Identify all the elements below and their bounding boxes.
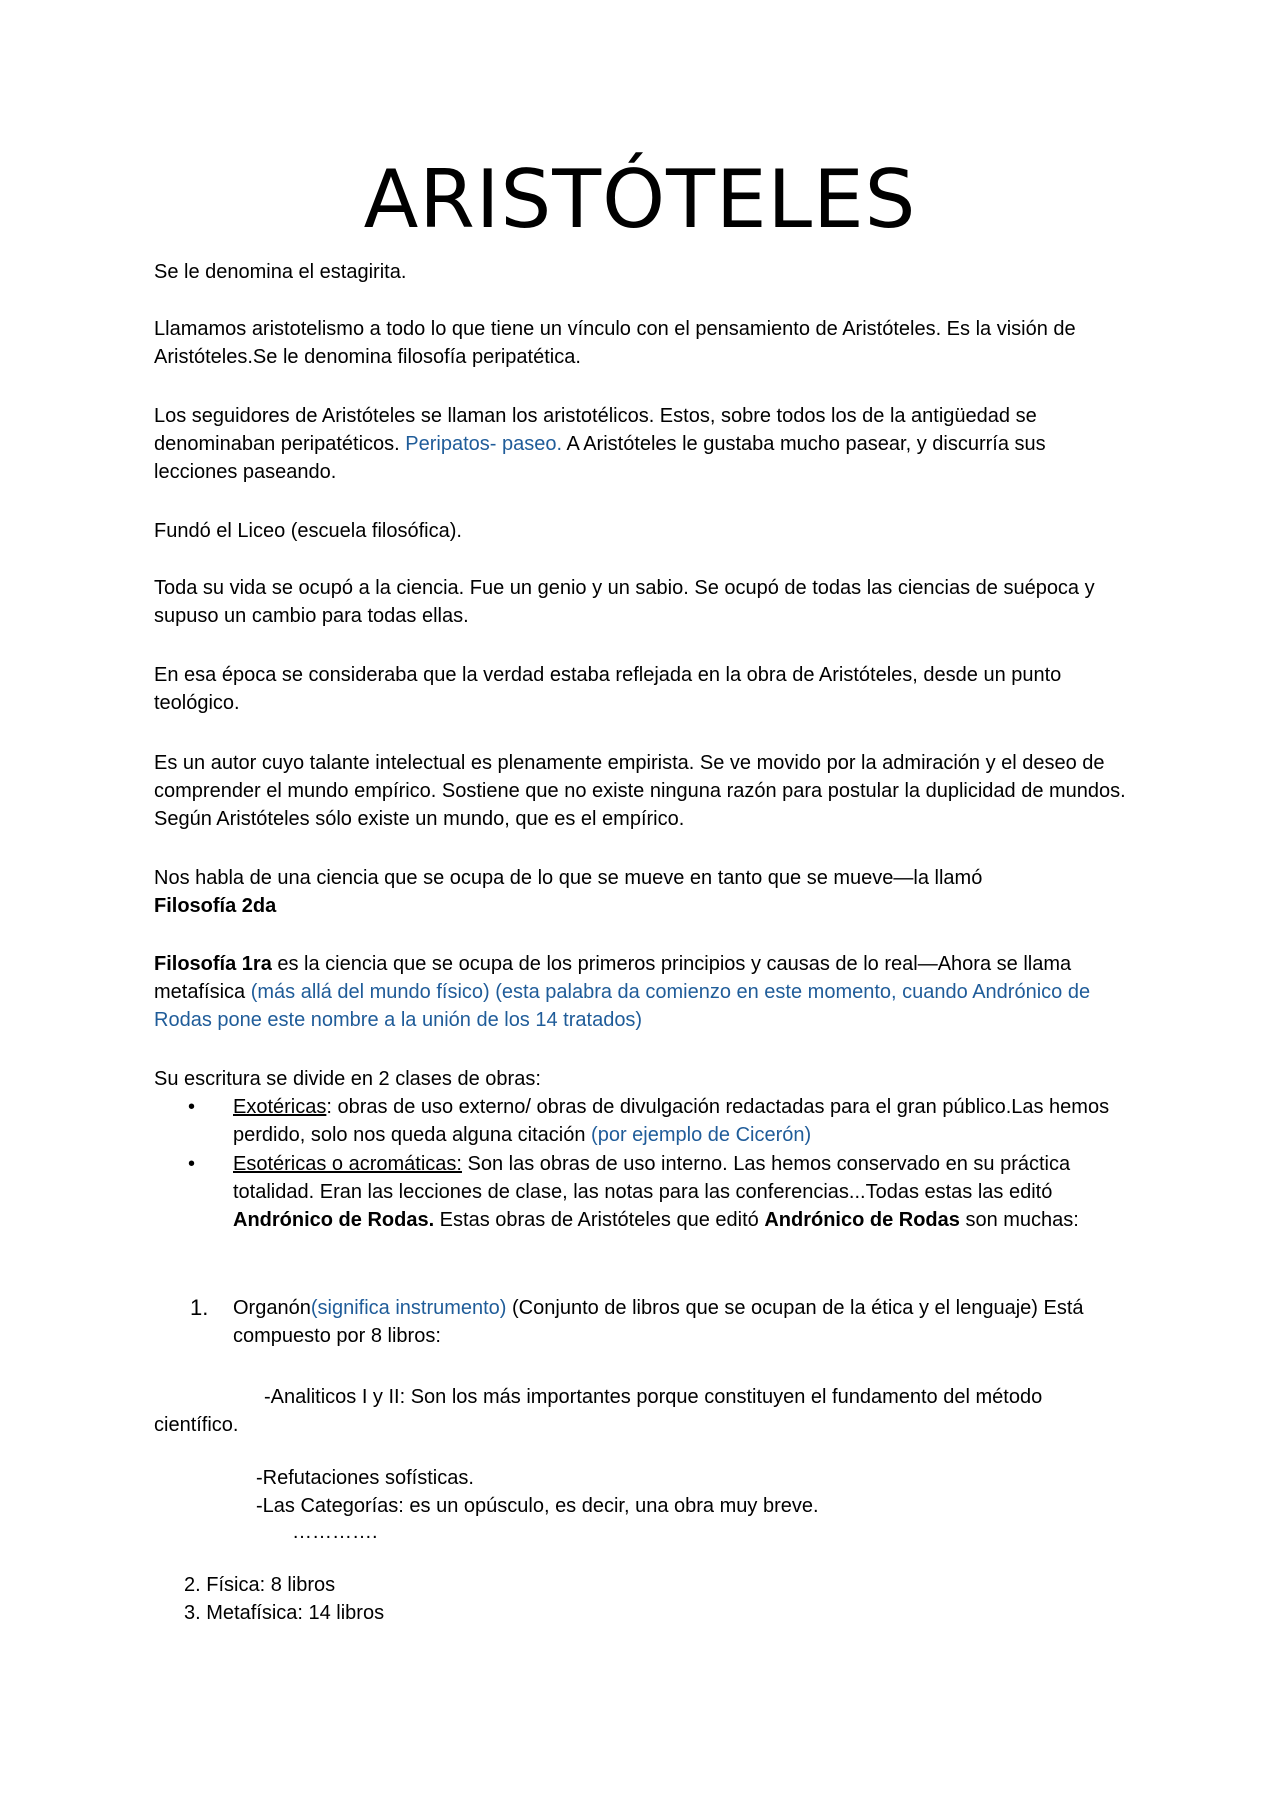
sub-item-categorias: -Las Categorías: es un opúsculo, es decir, una obra muy breve. (256, 1495, 819, 1517)
text-segment: Nos habla de una ciencia que se ocupa de lo que se mueve en tanto que se mueve—la llamó (154, 867, 983, 889)
list-item-esotericas (233, 1150, 1133, 1234)
list-item-metafisica: 3. Metafísica: 14 libros (184, 1602, 385, 1624)
paragraph-estagirita: Se le denomina el estagirita. (154, 261, 407, 283)
term-andronico: Andrónico de Rodas (764, 1209, 960, 1231)
paragraph-liceo: Fundó el Liceo (escuela filosófica). (154, 520, 462, 542)
note-instrumento: (significa instrumento) (310, 1297, 507, 1319)
text-segment: Organón (233, 1297, 311, 1319)
list-item-exotericas (233, 1093, 1133, 1149)
text-segment: : obras de uso externo/ obras de divulgación redactadas para el gran público.Las hemos perdido, solo nos queda alguna citación (233, 1096, 1110, 1146)
note-metafisica: (más allá del mundo físico) (esta palabra da comienzo en este momento, cuando Andrónico de Rodas pone este nombre a la unión de los 14 tratados) (154, 981, 1091, 1031)
paragraph-escritura: Su escritura se divide en 2 clases de obras: (154, 1068, 541, 1090)
text-segment: (Conjunto de libros que se ocupan de la ética y el lenguaje) Está compuesto por 8 libros: (233, 1297, 1084, 1347)
sub-item-analiticos-cont: científico. (154, 1414, 239, 1436)
list-number: 1. (190, 1295, 209, 1320)
paragraph-ciencia: Toda su vida se ocupó a la ciencia. Fue un genio y un sabio. Se ocupó de todas las ciencias de suépoca y supuso un cambio para todas ellas. (154, 577, 1095, 627)
note-peripatos: Peripatos- paseo. (405, 433, 563, 455)
bullet-icon: • (188, 1096, 196, 1118)
note-ciceron: (por ejemplo de Cicerón) (591, 1124, 812, 1146)
list-item-organon (233, 1294, 1133, 1350)
text-segment: Los seguidores de Aristóteles se llaman los aristotélicos. Estos, sobre todos los de la antigüedad se denominaban peripatéticos. (154, 405, 1037, 455)
list-item-fisica: 2. Física: 8 libros (184, 1574, 336, 1596)
paragraph-filosofia-1ra (154, 950, 1129, 1034)
paragraph-verdad: En esa época se consideraba que la verdad estaba reflejada en la obra de Aristóteles, desde un punto teológico. (154, 664, 1062, 714)
sub-item-analiticos: -Analiticos I y II: Son los más importantes porque constituyen el fundamento del método (264, 1386, 1043, 1408)
text-segment: Estas obras de Aristóteles que editó (434, 1209, 765, 1231)
term-filosofia-1ra: Filosofía 1ra (154, 953, 272, 975)
sub-item-refutaciones: -Refutaciones sofísticas. (256, 1467, 474, 1489)
text-segment: es la ciencia que se ocupa de los primeros principios y causas de lo real—Ahora se llama metafísica (154, 953, 1072, 1003)
text-segment: Son las obras de uso interno. Las hemos conservado en su práctica totalidad. Eran las lecciones de clase, las notas para las conferencias...Todas estas las editó (233, 1153, 1071, 1203)
bullet-icon: • (188, 1153, 196, 1175)
text-segment: son muchas: (959, 1209, 1079, 1231)
paragraph-empirista: Es un autor cuyo talante intelectual es plenamente empirista. Se ve movido por la admiración y el deseo de comprender el mundo empírico. Sostiene que no existe ninguna razón para postular la duplicidad de mundos. Según Aristóteles sólo existe un mundo, que es el empírico. (154, 752, 1126, 830)
paragraph-seguidores (154, 402, 1129, 486)
term-filosofia-2da: Filosofía 2da (154, 895, 277, 917)
term-esotericas: Esotéricas o acromáticas: (233, 1153, 462, 1175)
paragraph-filosofia-2da (154, 864, 1129, 920)
page-title: ARISTÓTELES (363, 153, 917, 246)
ellipsis: …………. (292, 1521, 378, 1543)
term-andronico: Andrónico de Rodas. (233, 1209, 435, 1231)
paragraph-aristotelismo: Llamamos aristotelismo a todo lo que tiene un vínculo con el pensamiento de Aristóteles. Es la visión de Aristóteles.Se le denomina filosofía peripatética. (154, 318, 1076, 368)
text-segment: A Aristóteles le gustaba mucho pasear, y discurría sus lecciones paseando. (154, 433, 1046, 483)
term-exotericas: Exotéricas (233, 1096, 327, 1118)
